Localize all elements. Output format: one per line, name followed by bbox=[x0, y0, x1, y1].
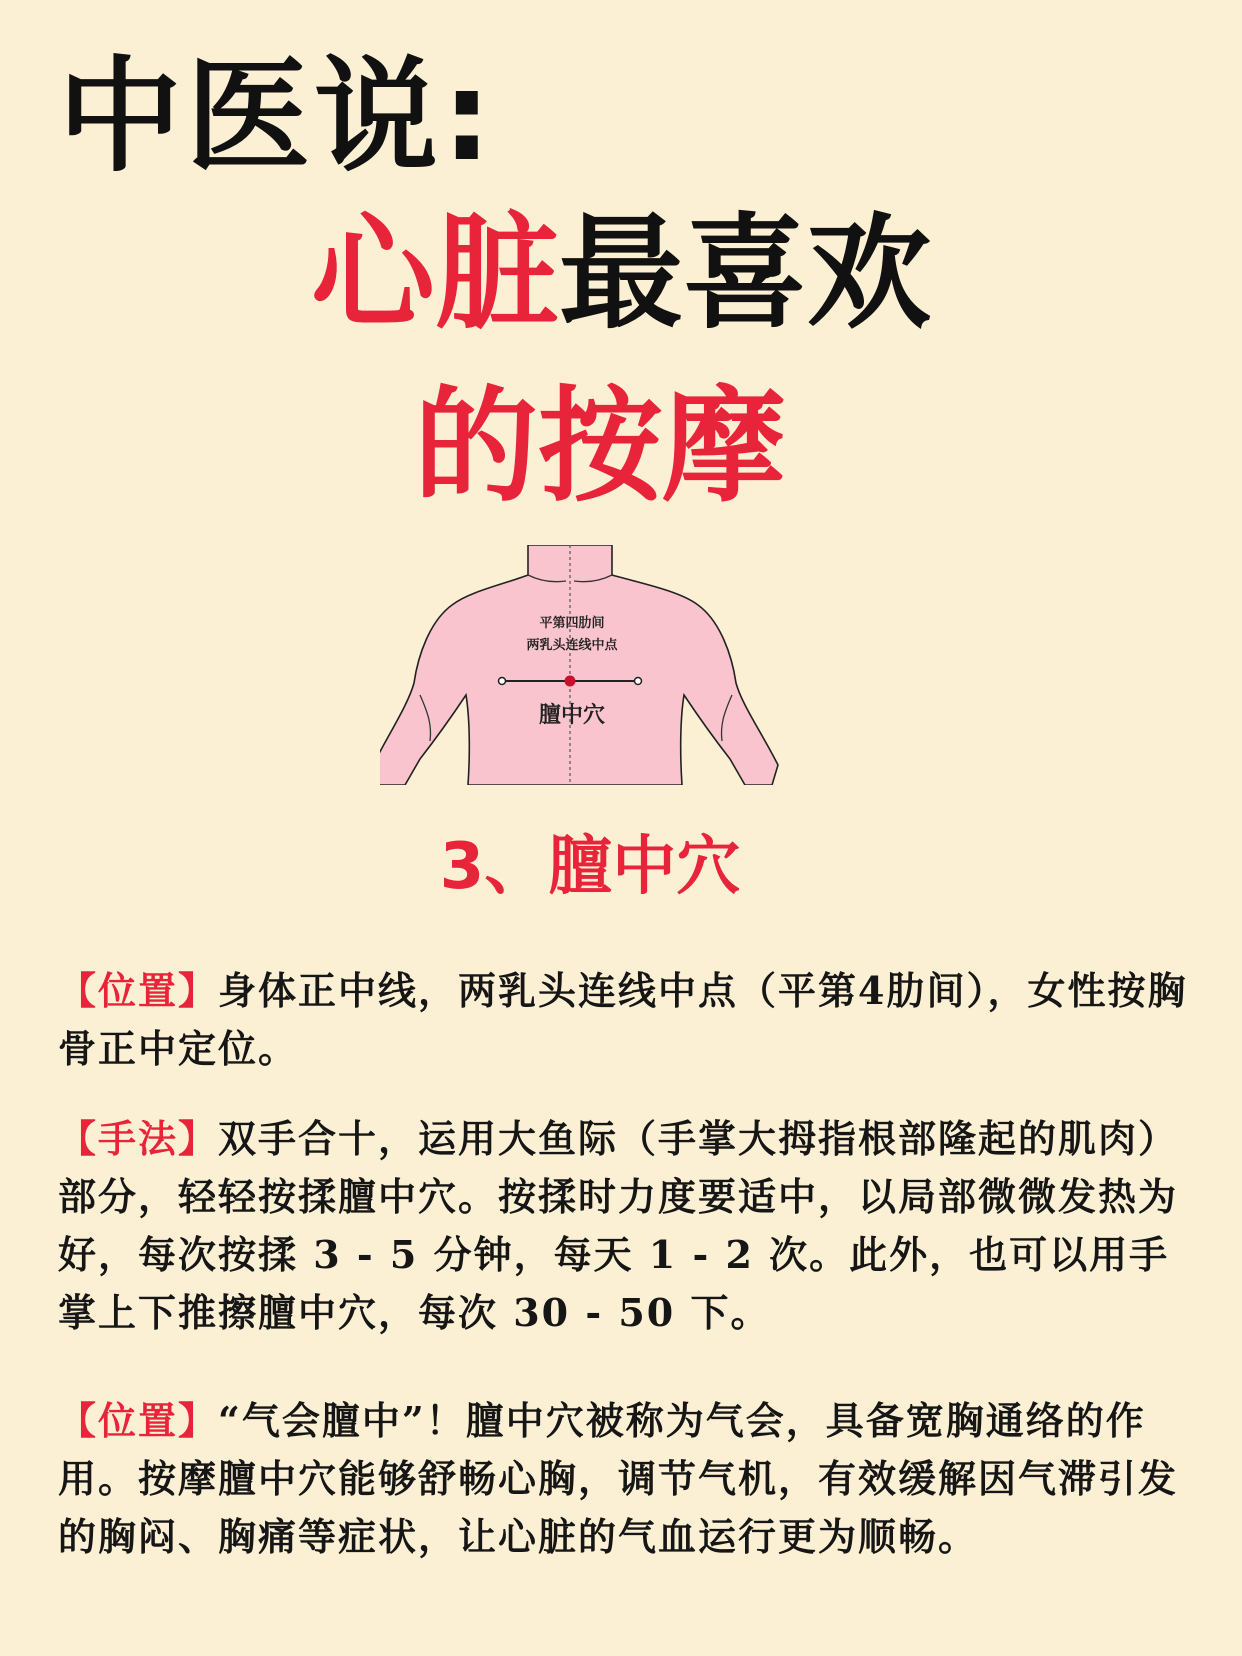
title-line-2 bbox=[0, 202, 1242, 346]
paragraph-benefit bbox=[58, 1392, 1208, 1566]
title-line-3: 的按摩 bbox=[413, 375, 786, 519]
paragraph-tag: 【位置】 bbox=[58, 1398, 219, 1443]
title-line-1: 中医说: bbox=[58, 45, 496, 189]
chest-acupoint-illustration bbox=[380, 545, 820, 785]
paragraph-location bbox=[58, 962, 1208, 1078]
figure-label-line-2: 两乳头连线中点 bbox=[526, 638, 618, 653]
paragraph-technique bbox=[58, 1110, 1208, 1342]
paragraph-text: 身体正中线，两乳头连线中点（平第4肋间），女性按胸骨正中定位。 bbox=[58, 968, 1188, 1071]
section-heading: 3、膻中穴 bbox=[439, 830, 741, 904]
figure-label-line-1: 平第四肋间 bbox=[539, 616, 605, 631]
title-favorite: 最喜欢 bbox=[559, 202, 932, 346]
paragraph-tag: 【位置】 bbox=[58, 968, 219, 1013]
paragraph-text: 双手合十，运用大鱼际（手掌大拇指根部隆起的肌肉）部分，轻轻按揉膻中穴。按揉时力度要适中，以局部微微发热为好，每次按揉 3 - 5 分钟，每天 1 - 2 次。此外，也可以用手掌上下推擦膻中穴，每次 30 - 50 下。 bbox=[58, 1116, 1179, 1335]
acupoint-dot bbox=[565, 676, 576, 687]
acupoint-label: 膻中穴 bbox=[538, 703, 606, 728]
torso-drawing bbox=[380, 545, 820, 785]
paragraph-tag: 【手法】 bbox=[58, 1116, 219, 1161]
title-highlight-heart: 心脏 bbox=[310, 202, 559, 346]
paragraph-text: “气会膻中”！膻中穴被称为气会，具备宽胸通络的作用。按摩膻中穴能够舒畅心胸，调节气机，有效缓解因气滞引发的胸闷、胸痛等症状，让心脏的气血运行更为顺畅。 bbox=[58, 1398, 1179, 1559]
